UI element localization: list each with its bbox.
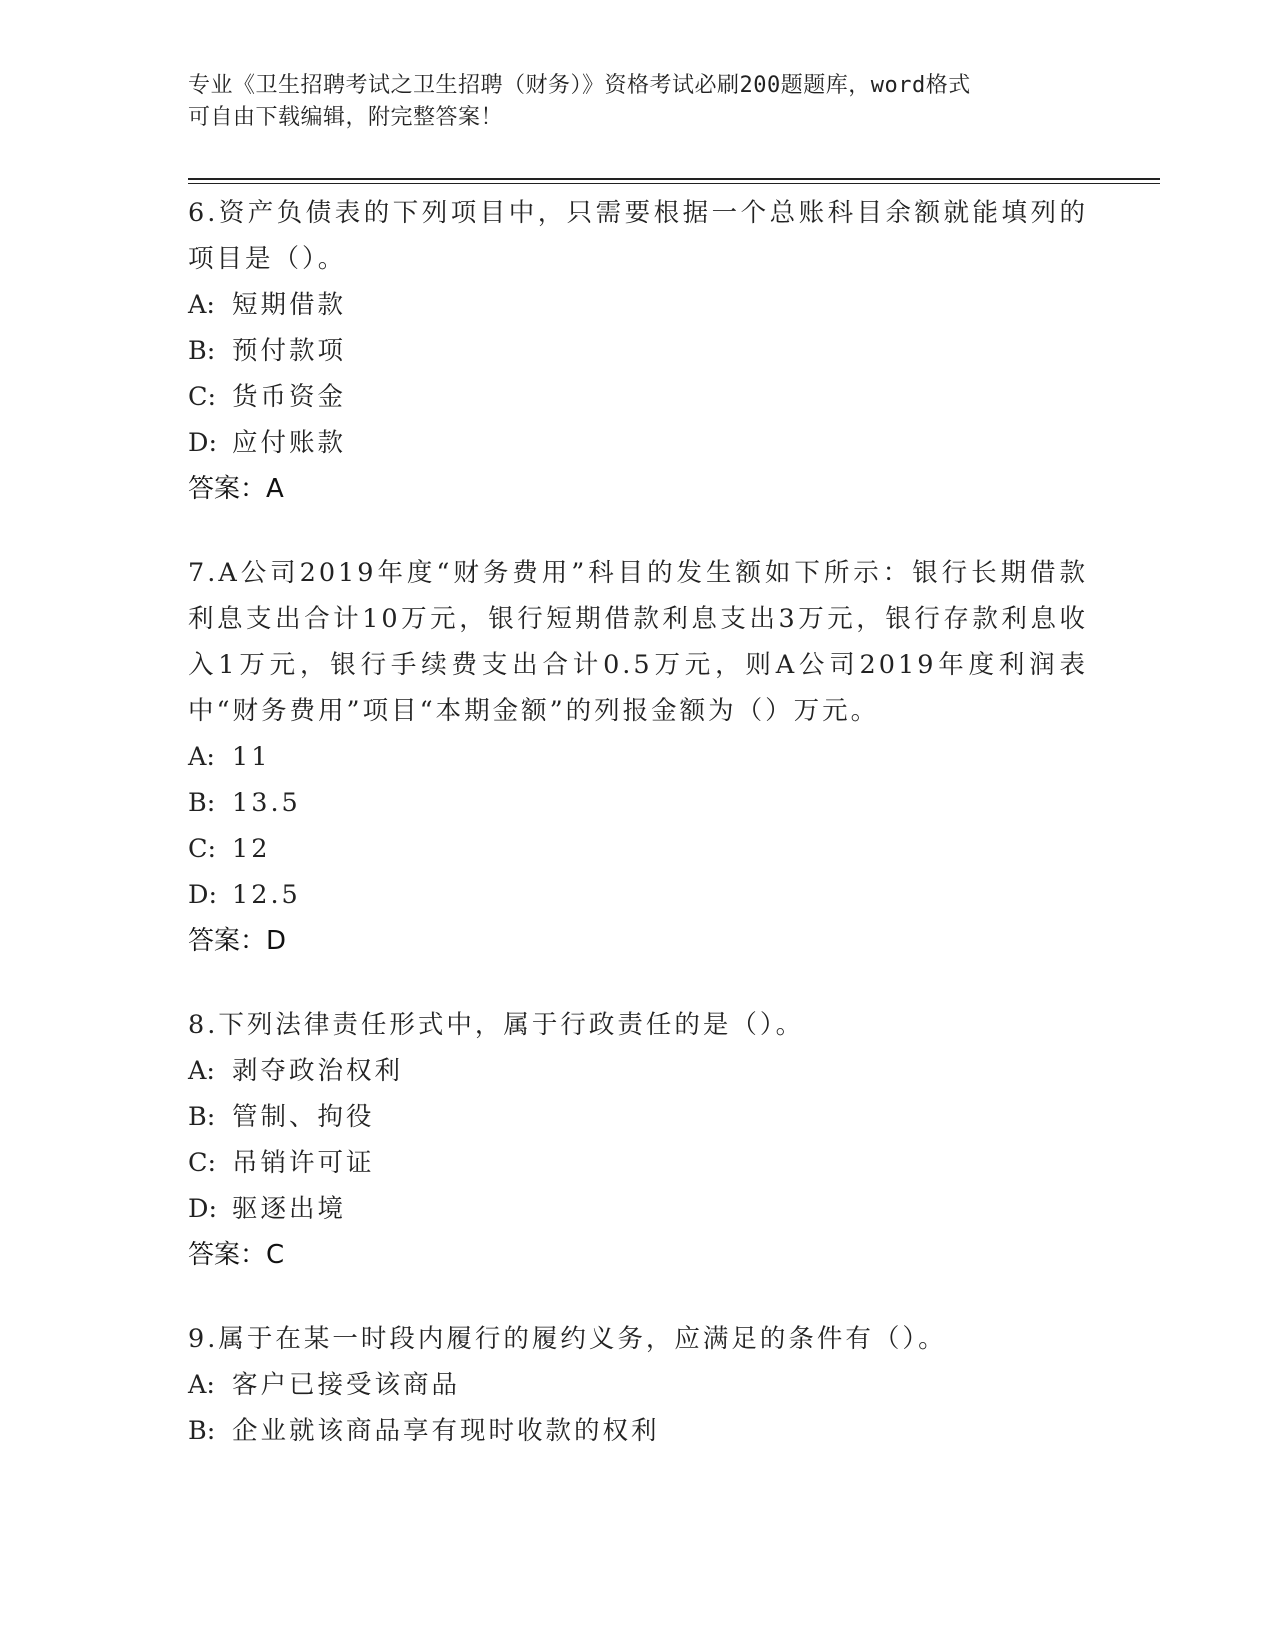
question-text: 6.资产负债表的下列项目中，只需要根据一个总账科目余额就能填列的项目是（）。: [188, 198, 1088, 274]
option-a: [188, 282, 1088, 328]
header-line-1: 专业《卫生招聘考试之卫生招聘（财务）》资格考试必刷200题题库，word格式: [188, 73, 971, 98]
question-7: [188, 550, 1088, 964]
question-9: [188, 1316, 1088, 1454]
question-text: 7.A公司2019年度“财务费用”科目的发生额如下所示：银行长期借款利息支出合计10万元，银行短期借款利息支出3万元，银行存款利息收入1万元，银行手续费支出合计0.5万元，则A公司2019年度利润表中“财务费用”项目“本期金额”的列报金额为（）万元。: [188, 558, 1088, 726]
option-text: 12: [232, 834, 271, 864]
question-text: 8.下列法律责任形式中，属于行政责任的是（）。: [188, 1010, 805, 1040]
document-header: [188, 70, 1068, 134]
option-letter: B:: [188, 1102, 216, 1132]
option-c: [188, 826, 1088, 872]
option-d: [188, 1186, 1088, 1232]
option-b: [188, 328, 1088, 374]
option-text: 客户已接受该商品: [232, 1370, 461, 1400]
option-letter: B:: [188, 336, 216, 366]
option-text: 12.5: [232, 880, 301, 910]
option-text: 短期借款: [232, 290, 347, 320]
option-text: 预付款项: [232, 336, 347, 366]
option-b: [188, 780, 1088, 826]
option-text: 吊销许可证: [232, 1148, 375, 1178]
option-a: [188, 1048, 1088, 1094]
option-letter: C:: [188, 382, 217, 412]
question-list: [188, 190, 1088, 1492]
option-d: [188, 420, 1088, 466]
option-a: [188, 734, 1088, 780]
question-text: 9.属于在某一时段内履行的履约义务，应满足的条件有（）。: [188, 1324, 947, 1354]
option-text: 剥夺政治权利: [232, 1056, 404, 1086]
option-letter: B:: [188, 1416, 216, 1446]
option-c: [188, 1140, 1088, 1186]
option-b: [188, 1094, 1088, 1140]
option-d: [188, 872, 1088, 918]
option-c: [188, 374, 1088, 420]
question-8: [188, 1002, 1088, 1278]
header-divider-thin: [188, 183, 1160, 184]
option-text: 驱逐出境: [232, 1194, 347, 1224]
option-b: [188, 1408, 1088, 1454]
option-letter: B:: [188, 788, 216, 818]
option-letter: A:: [188, 1370, 216, 1400]
header-divider-thick: [188, 178, 1160, 180]
answer-line: 答案：C: [188, 1240, 285, 1270]
answer-line: 答案：D: [188, 926, 287, 956]
option-text: 11: [232, 742, 271, 772]
option-text: 13.5: [232, 788, 301, 818]
option-letter: D:: [188, 1194, 218, 1224]
option-letter: D:: [188, 880, 218, 910]
option-a: [188, 1362, 1088, 1408]
option-letter: C:: [188, 1148, 217, 1178]
option-text: 管制、拘役: [232, 1102, 375, 1132]
option-letter: A:: [188, 742, 216, 772]
answer-line: 答案：A: [188, 474, 284, 504]
option-text: 应付账款: [232, 428, 347, 458]
option-letter: D:: [188, 428, 218, 458]
header-line-2: 可自由下载编辑，附完整答案！: [188, 105, 504, 130]
option-text: 货币资金: [232, 382, 347, 412]
question-6: [188, 190, 1088, 512]
option-letter: A:: [188, 290, 216, 320]
option-letter: A:: [188, 1056, 216, 1086]
option-letter: C:: [188, 834, 217, 864]
option-text: 企业就该商品享有现时收款的权利: [232, 1416, 660, 1446]
